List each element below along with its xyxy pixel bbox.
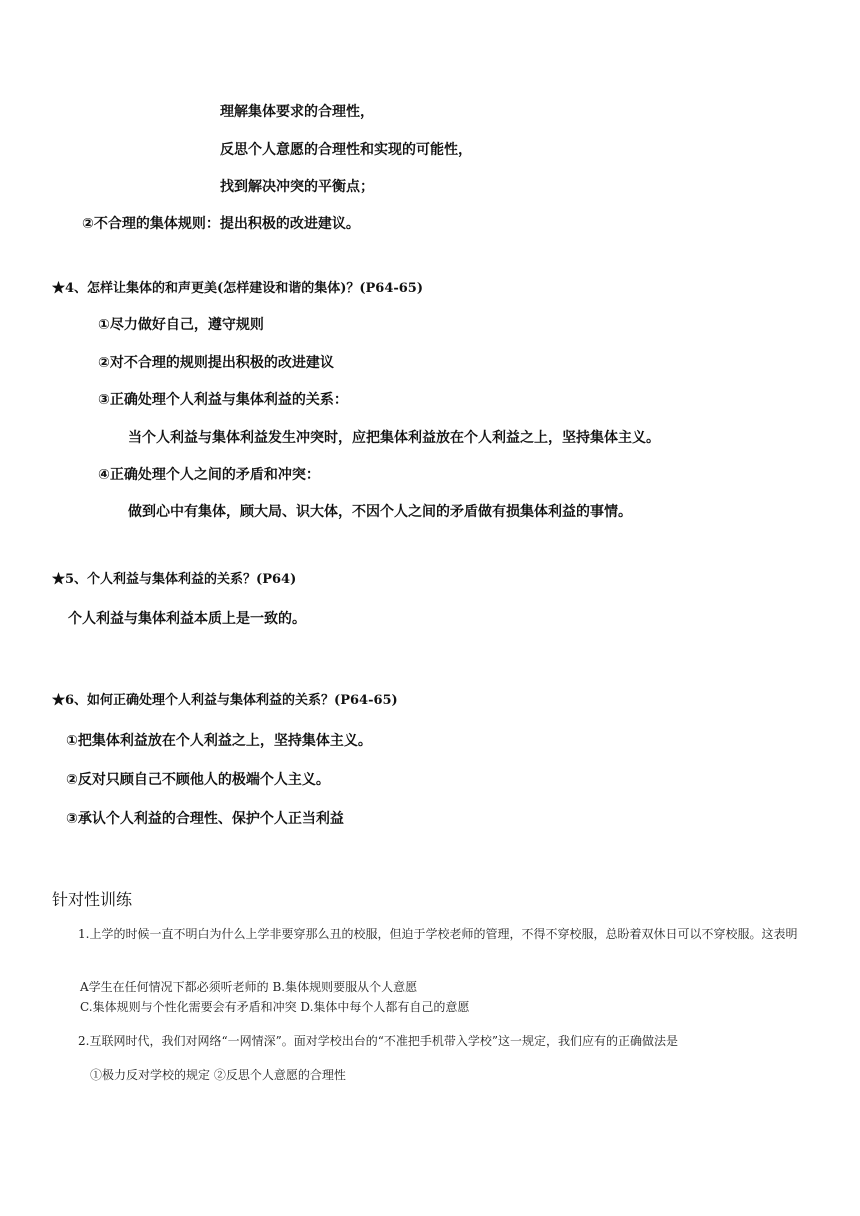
text-line: 理解集体要求的合理性， <box>220 104 374 120</box>
list-item: ①尽力做好自己，遵守规则 <box>98 317 264 333</box>
list-item: ②反对只顾自己不顾他人的极端个人主义。 <box>66 772 330 788</box>
list-item: 做到心中有集体，顾大局、识大体，不因个人之间的矛盾做有损集体利益的事情。 <box>128 504 632 520</box>
section-heading: ★5、个人利益与集体利益的关系？(P64) <box>52 572 297 587</box>
list-item: 当个人利益与集体利益发生冲突时，应把集体利益放在个人利益之上，坚持集体主义。 <box>128 430 660 446</box>
list-item: ④正确处理个人之间的矛盾和冲突： <box>98 467 320 483</box>
option-row: ①极力反对学校的规定 ②反思个人意愿的合理性 <box>90 1068 346 1082</box>
answer-text: 个人利益与集体利益本质上是一致的。 <box>68 611 306 627</box>
text-line: 找到解决冲突的平衡点； <box>220 179 374 195</box>
text-line: 反思个人意愿的合理性和实现的可能性， <box>220 142 472 158</box>
list-item: ③正确处理个人利益与集体利益的关系： <box>98 392 348 408</box>
list-item: ①把集体利益放在个人利益之上，坚持集体主义。 <box>66 733 372 749</box>
option-row: A学生在任何情况下都必须听老师的 B.集体规则要服从个人意愿 <box>80 980 418 994</box>
option-row: C.集体规则与个性化需要会有矛盾和冲突 D.集体中每个人都有自己的意愿 <box>80 1000 470 1014</box>
question-stem: 1.上学的时候一直不明白为什么上学非要穿那么丑的校服，但迫于学校老师的管理，不得不穿校服，总盼着双休日可以不穿校服。这表明 <box>78 927 798 941</box>
text-line: ②不合理的集体规则：提出积极的改进建议。 <box>82 216 360 232</box>
question-stem: 2.互联网时代，我们对网络“一网情深”。面对学校出台的“不准把手机带入学校”这一规定，我们应有的正确做法是 <box>78 1034 678 1048</box>
list-item: ②对不合理的规则提出积极的改进建议 <box>98 355 334 371</box>
section-heading: ★6、如何正确处理个人利益与集体利益的关系？(P64-65) <box>52 693 398 708</box>
section-title: 针对性训练 <box>52 890 133 909</box>
list-item: ③承认个人利益的合理性、保护个人正当利益 <box>66 811 344 827</box>
section-heading: ★4、怎样让集体的和声更美(怎样建设和谐的集体)？(P64-65) <box>52 281 424 296</box>
